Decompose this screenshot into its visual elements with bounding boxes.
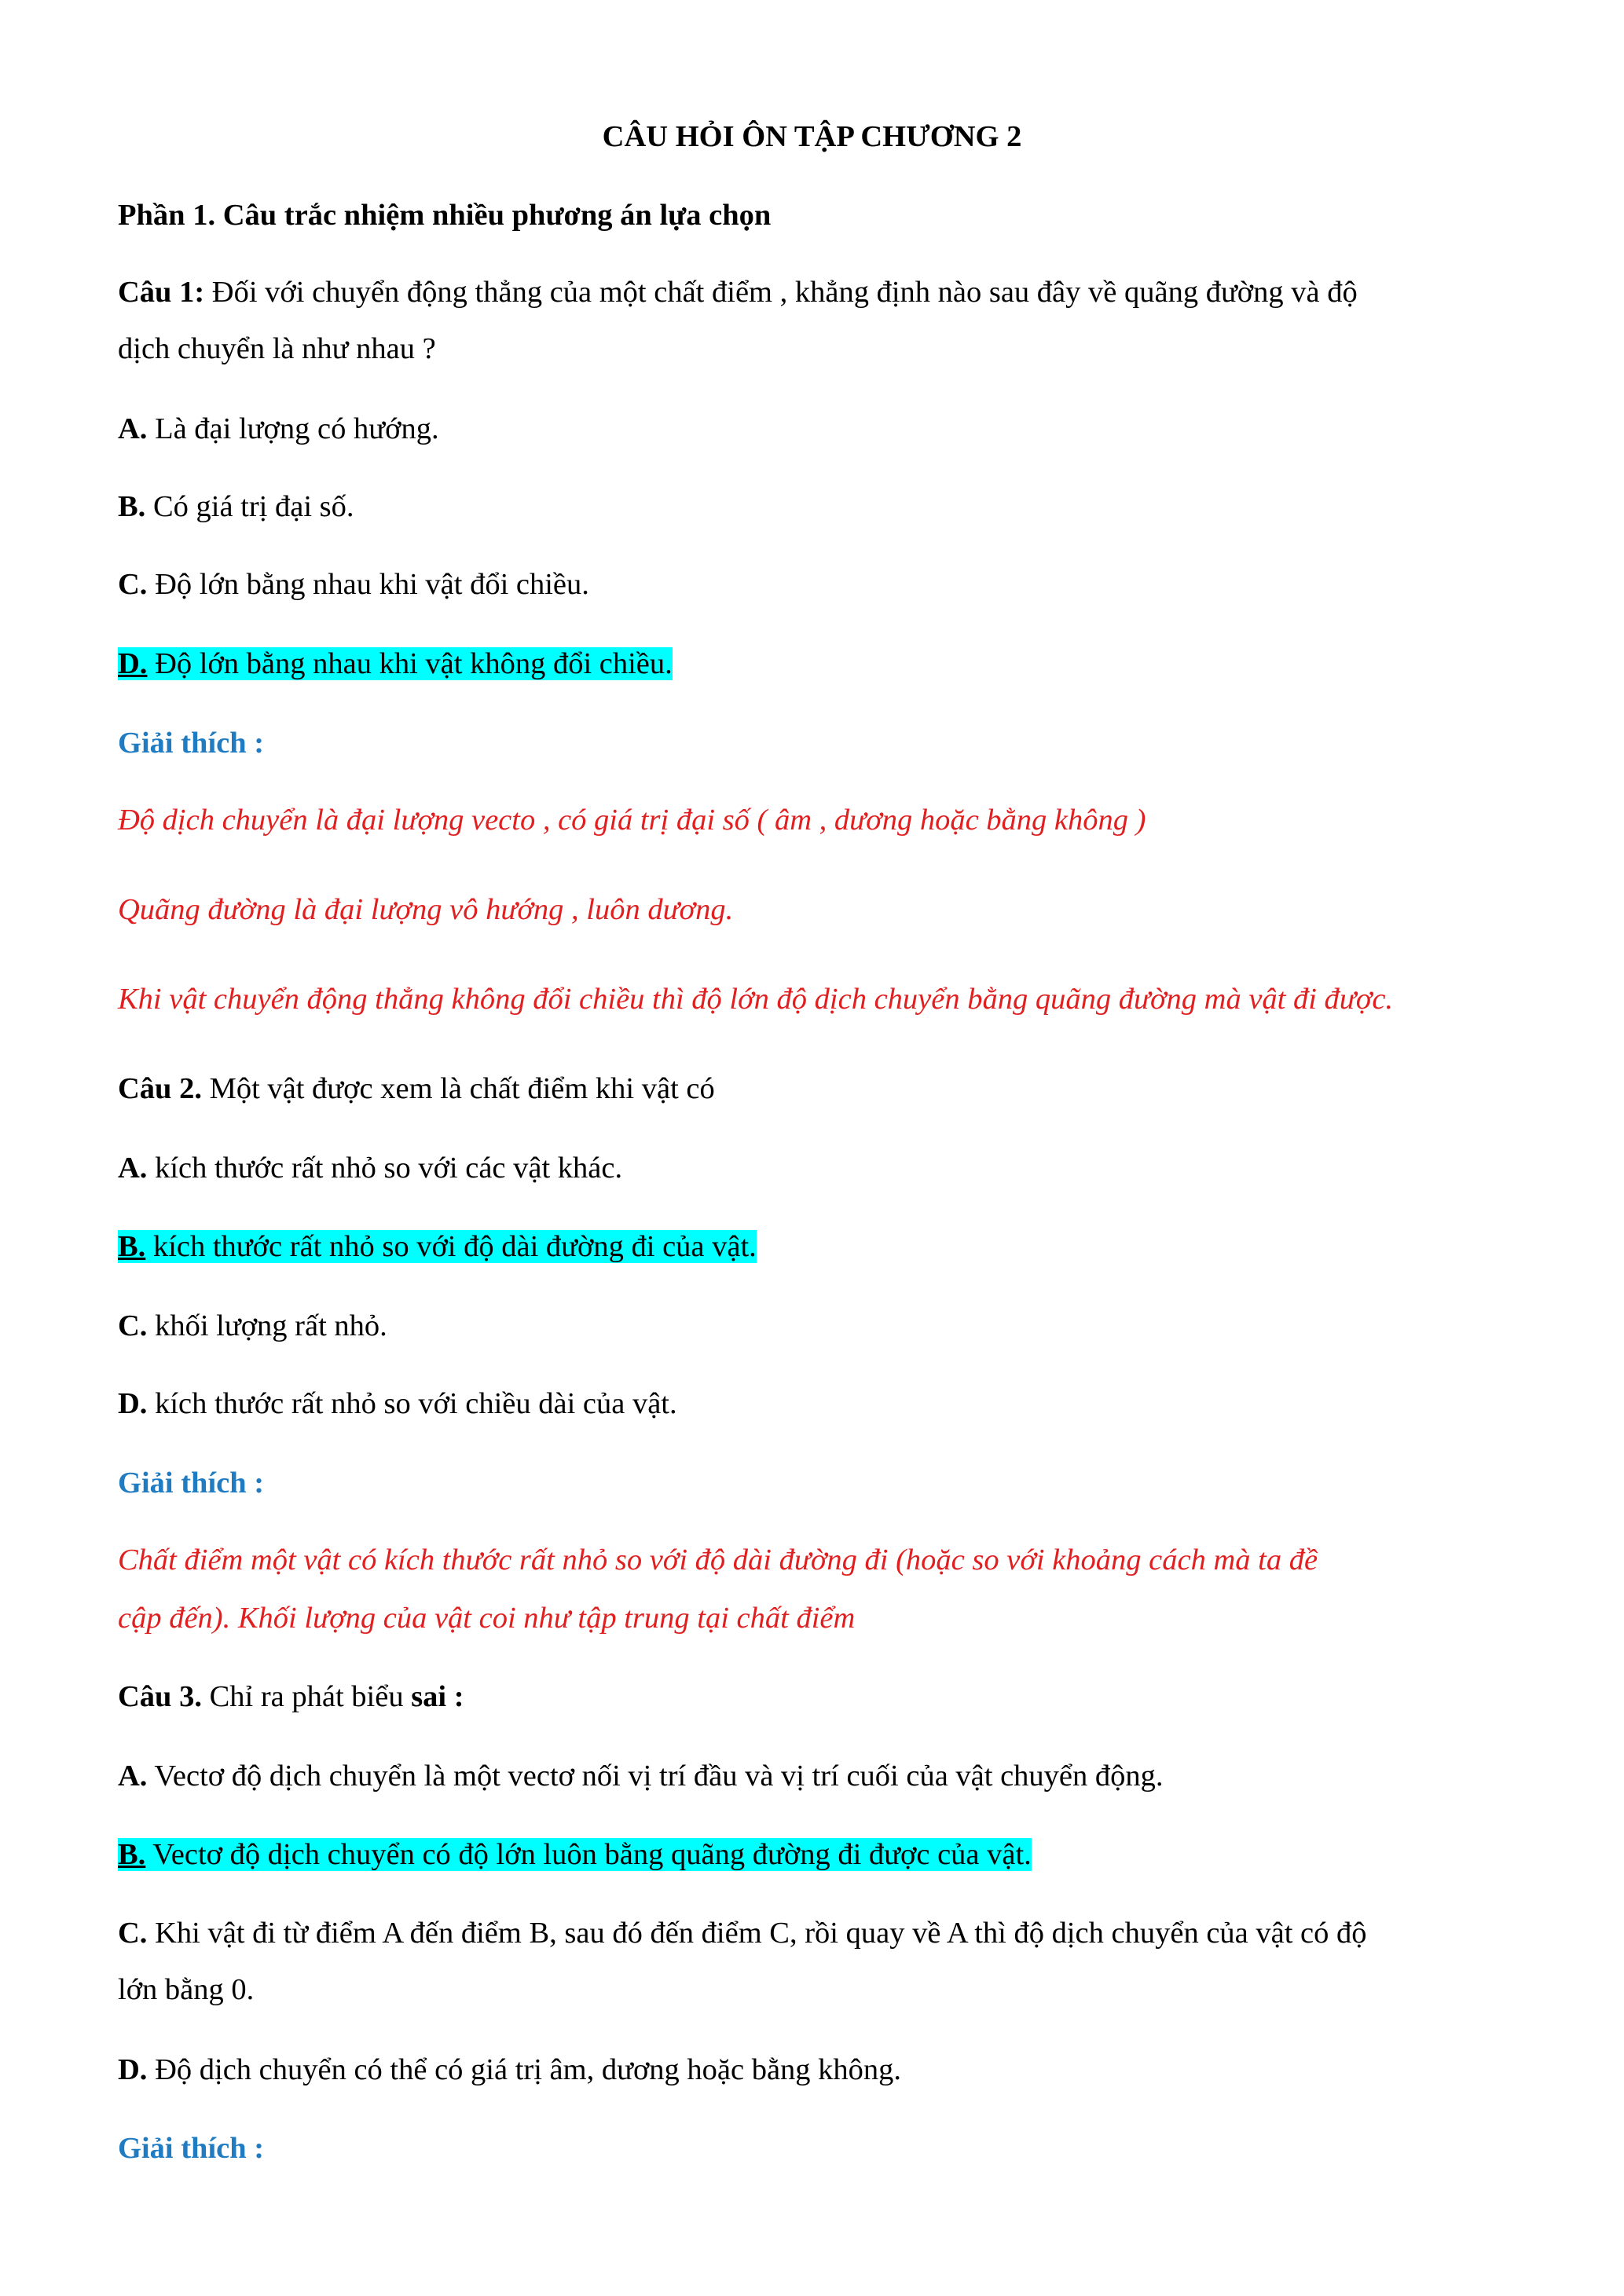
- question-3: [118, 1678, 464, 1716]
- q3-option-a: A. Vectơ độ dịch chuyển là một vectơ nối vị trí đầu và vị trí cuối của vật chuyển động.: [118, 1760, 1164, 1792]
- q3-option-c-cont: lớn bằng 0.: [118, 1973, 255, 2006]
- q1-option-a: A. Là đại lượng có hướng.: [118, 412, 439, 445]
- question-1: [118, 273, 1358, 311]
- question-1-text-cont: dịch chuyển là như nhau ?: [118, 332, 436, 365]
- q3-option-b-correct: B. Vectơ độ dịch chuyển có độ lớn luôn bằng quãng đường đi được của vật.: [118, 1838, 1032, 1871]
- q3-option-c: C. Khi vật đi từ điểm A đến điểm B, sau đó đến điểm C, rồi quay về A thì độ dịch chuyển của vật có độ: [118, 1917, 1367, 1950]
- q2-explain-line-1: Chất điểm một vật có kích thước rất nhỏ so với độ dài đường đi (hoặc so với khoảng cách mà ta đề: [118, 1543, 1318, 1576]
- part-heading: Phần 1. Câu trắc nhiệm nhiều phương án lựa chọn: [118, 199, 772, 232]
- q1-explain-line-3: Khi vật chuyển động thẳng không đổi chiều thì độ lớn độ dịch chuyển bằng quãng đường mà vật đi được.: [118, 983, 1394, 1016]
- q2-option-c: C. khối lượng rất nhỏ.: [118, 1309, 387, 1342]
- q1-option-b: B. Có giá trị đại số.: [118, 490, 354, 523]
- question-2-label: Câu 2.: [118, 1072, 202, 1105]
- page-title: CÂU HỎI ÔN TẬP CHƯƠNG 2: [602, 120, 1022, 153]
- question-1-text: Đối với chuyển động thẳng của một chất điểm , khẳng định nào sau đây về quãng đường và độ: [204, 276, 1358, 309]
- q2-option-b-correct: B. kích thước rất nhỏ so với độ dài đường đi của vật.: [118, 1230, 757, 1263]
- q1-explain-line-2: Quãng đường là đại lượng vô hướng , luôn dương.: [118, 893, 734, 926]
- q1-explain-line-1: Độ dịch chuyển là đại lượng vecto , có giá trị đại số ( âm , dương hoặc bằng không ): [118, 804, 1146, 837]
- question-2: [118, 1070, 715, 1108]
- question-3-text: Chỉ ra phát biểu: [201, 1680, 412, 1713]
- q3-option-d: D. Độ dịch chuyển có thể có giá trị âm, dương hoặc bằng không.: [118, 2053, 902, 2086]
- question-3-label: Câu 3.: [118, 1680, 202, 1713]
- q1-option-c: C. Độ lớn bằng nhau khi vật đổi chiều.: [118, 568, 589, 601]
- q1-explain-label: Giải thích :: [118, 727, 265, 760]
- q2-explain-label: Giải thích :: [118, 1467, 265, 1500]
- q2-explain-line-2: cập đến). Khối lượng của vật coi như tập trung tại chất điểm: [118, 1602, 856, 1635]
- question-2-text: Một vật được xem là chất điểm khi vật có: [201, 1072, 715, 1105]
- question-3-emphasis: sai :: [411, 1680, 464, 1713]
- q2-option-a: A. kích thước rất nhỏ so với các vật khác.: [118, 1152, 623, 1185]
- q1-option-d-correct: D. Độ lớn bằng nhau khi vật không đổi chiều.: [118, 647, 673, 680]
- q2-option-d: D. kích thước rất nhỏ so với chiều dài của vật.: [118, 1387, 677, 1420]
- q3-explain-label: Giải thích :: [118, 2132, 265, 2165]
- question-1-label: Câu 1:: [118, 276, 205, 309]
